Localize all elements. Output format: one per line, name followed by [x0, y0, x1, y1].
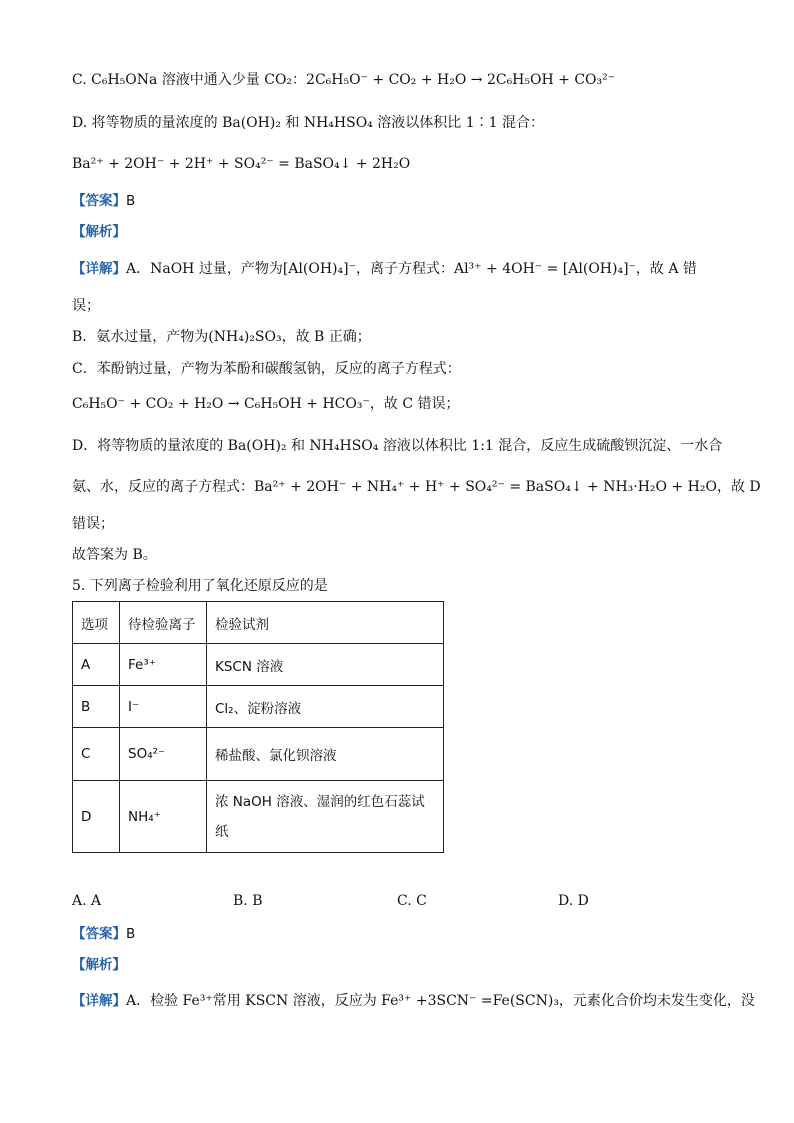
table-header-row: [73, 602, 444, 644]
detail-q5-a-text: A．检验 Fe³⁺常用 KSCN 溶液，反应为 Fe³⁺ +3SCN⁻ =Fe(SCN)₃，元素化合价均未发生变化，没: [126, 993, 755, 1009]
table-cell: 稀盐酸、氯化钡溶液: [207, 728, 444, 781]
analysis-label-1: [72, 222, 126, 242]
answer-value: B: [126, 926, 136, 942]
option-d-line-2: Ba²⁺ + 2OH⁻ + 2H⁺ + SO₄²⁻ = BaSO₄↓ + 2H₂O: [72, 156, 411, 172]
table-cell-line: 纸: [215, 823, 229, 840]
detail-a-line-2: 误；: [72, 298, 100, 314]
table-cell: C: [73, 728, 120, 781]
table-cell: KSCN 溶液: [207, 644, 444, 686]
table-cell: Fe³⁺: [120, 644, 207, 686]
option-a: A. A: [72, 893, 102, 909]
table-cell: Cl₂、淀粉溶液: [207, 686, 444, 728]
detail-c-line-2: C₆H₅O⁻ + CO₂ + H₂O → C₆H₅OH + HCO₃⁻，故 C 错误；: [72, 396, 460, 412]
table-cell: SO₄²⁻: [120, 728, 207, 781]
table-row: [73, 781, 444, 853]
table-header: 选项: [73, 602, 120, 644]
reagent-table: [72, 601, 444, 853]
table-row: [73, 686, 444, 728]
detail-label: 【详解】: [72, 993, 126, 1009]
detail-c-line-1: C．苯酚钠过量，产物为苯酚和碳酸氢钠，反应的离子方程式：: [72, 361, 461, 377]
table-cell: B: [73, 686, 120, 728]
table-cell: I⁻: [120, 686, 207, 728]
option-c-line: C. C₆H₅ONa 溶液中通入少量 CO₂：2C₆H₅O⁻ + CO₂ + H₂O → 2C₆H₅OH + CO₃²⁻: [72, 72, 616, 88]
table-row: [73, 728, 444, 781]
detail-label: 【详解】: [72, 261, 126, 277]
question-5-stem: 5. 下列离子检验利用了氧化还原反应的是: [72, 578, 328, 594]
detail-a-text: A．NaOH 过量，产物为[Al(OH)₄]⁻，离子方程式：Al³⁺ + 4OH⁻ = [Al(OH)₄]⁻，故 A 错: [126, 261, 697, 277]
table-cell: A: [73, 644, 120, 686]
detail-d-line-3: 错误；: [72, 516, 114, 532]
table-cell: D: [73, 781, 120, 853]
table-header: 检验试剂: [207, 602, 444, 644]
answer-label: 【答案】: [72, 193, 126, 209]
answer-row-1: [72, 191, 135, 211]
detail-d-line-2: 氨、水，反应的离子方程式：Ba²⁺ + 2OH⁻ + NH₄⁺ + H⁺ + SO₄²⁻ = BaSO₄↓ + NH₃·H₂O + H₂O，故 D: [72, 479, 761, 495]
conclusion-line: 故答案为 B。: [72, 547, 157, 563]
answer-row-2: [72, 924, 135, 944]
detail-q5-a-line: [72, 991, 755, 1011]
detail-b-line: B．氨水过量，产物为(NH₄)₂SO₃，故 B 正确；: [72, 329, 371, 345]
detail-d-line-1: D．将等物质的量浓度的 Ba(OH)₂ 和 NH₄HSO₄ 溶液以体积比 1:1 混合，反应生成硫酸钡沉淀、一水合: [72, 438, 723, 454]
option-c: C. C: [397, 893, 427, 909]
table-header: 待检验离子: [120, 602, 207, 644]
detail-a-line-1: [72, 259, 697, 279]
analysis-label: 【解析】: [72, 224, 126, 240]
analysis-label-2: [72, 955, 126, 975]
option-d: D. D: [558, 893, 589, 909]
option-d-line-1: D. 将等物质的量浓度的 Ba(OH)₂ 和 NH₄HSO₄ 溶液以体积比 1∶1 混合：: [72, 115, 544, 131]
answer-label: 【答案】: [72, 926, 126, 942]
table-cell-line: 浓 NaOH 溶液、湿润的红色石蕊试: [215, 793, 425, 810]
table-cell: [207, 781, 444, 853]
analysis-label: 【解析】: [72, 957, 126, 973]
option-b: B. B: [233, 893, 263, 909]
table-cell: NH₄⁺: [120, 781, 207, 853]
table-row: [73, 644, 444, 686]
answer-value: B: [126, 193, 136, 209]
